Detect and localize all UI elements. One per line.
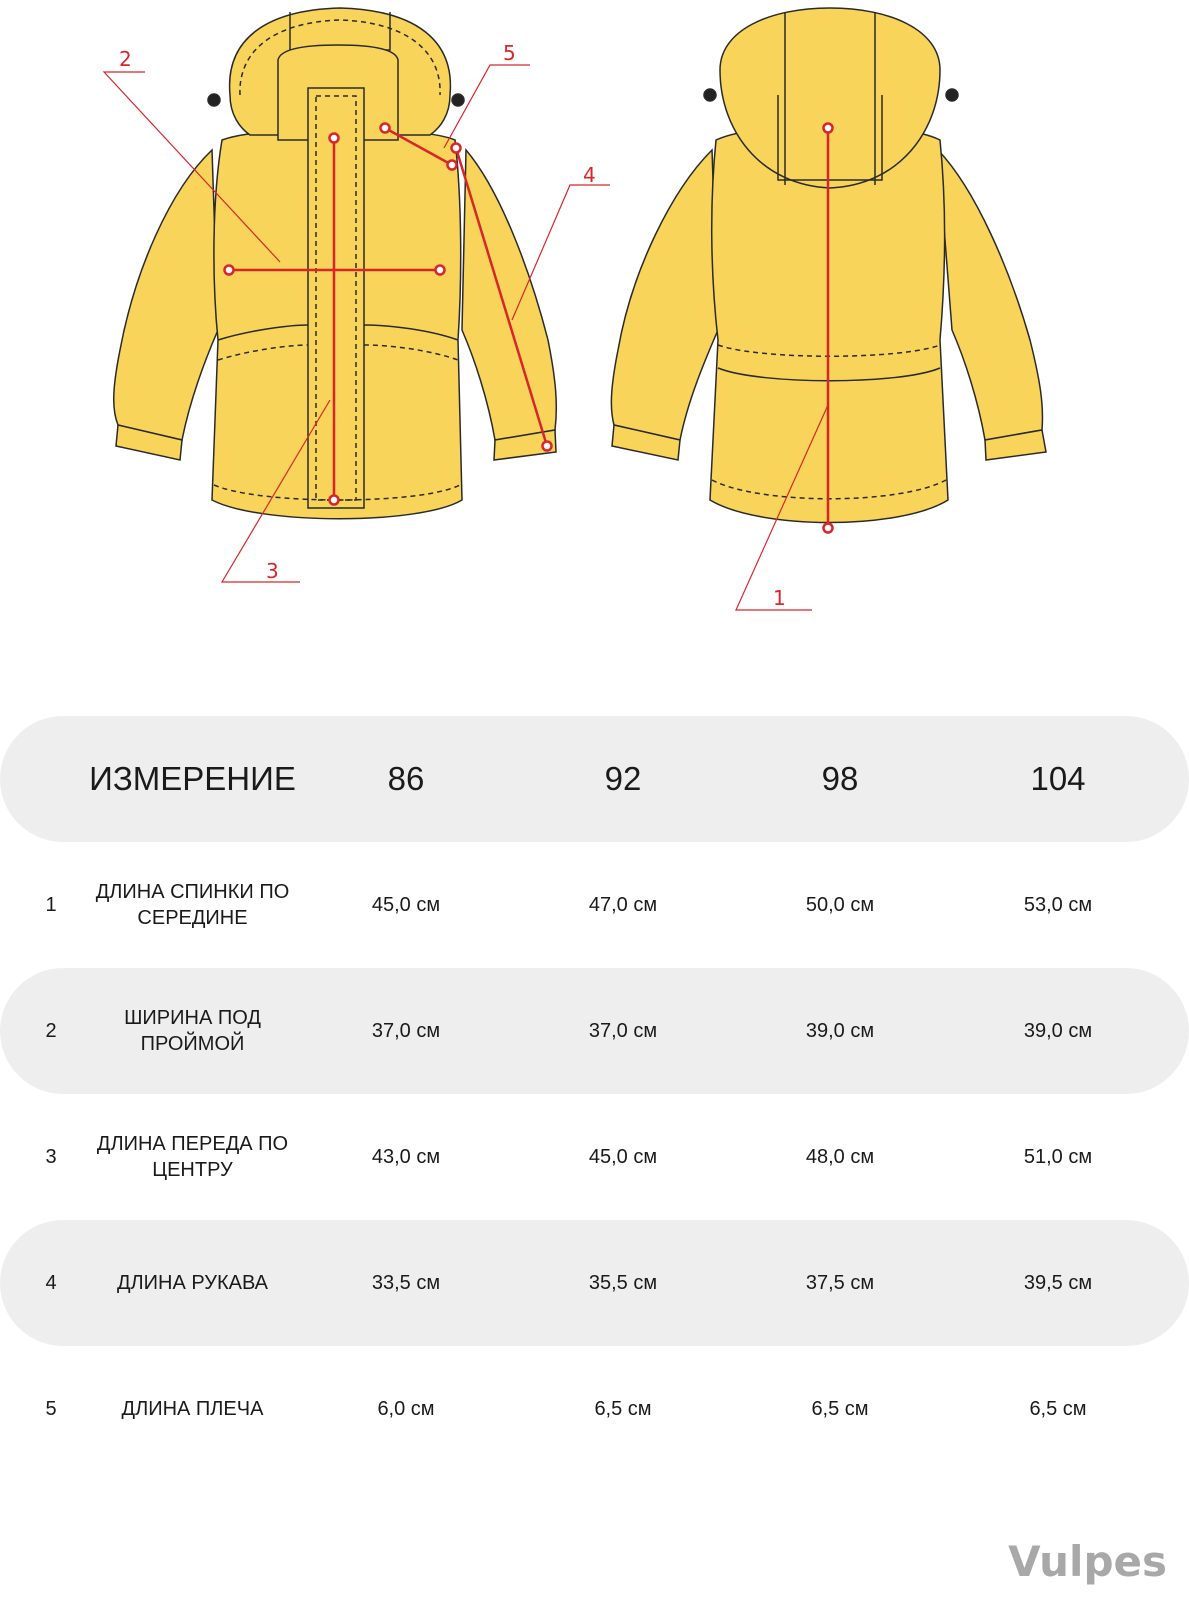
row-value: 6,5 см <box>594 1397 652 1420</box>
measure-label-3: 3 <box>266 559 279 583</box>
row-value: 51,0 см <box>1023 1145 1093 1168</box>
brand-logo: Vulpes <box>1008 1537 1167 1586</box>
measure-label-1: 1 <box>773 586 786 610</box>
row-value: 47,0 см <box>588 893 658 916</box>
row-value: 37,5 см <box>805 1271 875 1294</box>
row-name: ДЛИНА ПЕРЕДА ПО ЦЕНТРУ <box>96 1133 289 1181</box>
table-row <box>0 1220 1189 1346</box>
row-value: 50,0 см <box>805 893 875 916</box>
row-value: 39,5 см <box>1023 1271 1093 1294</box>
row-number: 2 <box>45 1019 57 1042</box>
header-size: 86 <box>387 760 425 797</box>
row-value: 35,5 см <box>588 1271 658 1294</box>
row-name: ДЛИНА РУКАВА <box>117 1272 268 1294</box>
table-row <box>0 842 1189 968</box>
row-number: 1 <box>45 893 57 916</box>
table-row <box>0 968 1189 1094</box>
row-value: 53,0 см <box>1023 893 1093 916</box>
row-value: 37,0 см <box>371 1019 441 1042</box>
row-name: ДЛИНА ПЛЕЧА <box>121 1398 264 1420</box>
row-value: 43,0 см <box>371 1145 441 1168</box>
jacket-illustration <box>0 0 1189 660</box>
measure-label-2: 2 <box>119 47 132 71</box>
header-size: 104 <box>1030 760 1086 797</box>
row-value: 48,0 см <box>805 1145 875 1168</box>
row-value: 6,5 см <box>1029 1397 1087 1420</box>
row-value: 37,0 см <box>588 1019 658 1042</box>
table-row <box>0 1094 1189 1220</box>
row-value: 45,0 см <box>371 893 441 916</box>
row-value: 6,0 см <box>377 1397 435 1420</box>
header-size: 98 <box>821 760 859 797</box>
row-number: 3 <box>45 1145 57 1168</box>
measure-label-5: 5 <box>503 41 516 65</box>
table-row <box>0 1346 1189 1472</box>
row-value: 45,0 см <box>588 1145 658 1168</box>
row-name: ДЛИНА СПИНКИ ПО СЕРЕДИНЕ <box>95 881 290 929</box>
row-value: 39,0 см <box>1023 1019 1093 1042</box>
row-name: ШИРИНА ПОД ПРОЙМОЙ <box>124 1007 261 1055</box>
table-header-row <box>0 716 1189 842</box>
row-number: 4 <box>45 1271 57 1294</box>
row-value: 33,5 см <box>371 1271 441 1294</box>
row-value: 39,0 см <box>805 1019 875 1042</box>
header-size: 92 <box>604 760 642 797</box>
row-number: 5 <box>45 1397 57 1420</box>
row-value: 6,5 см <box>811 1397 869 1420</box>
header-measurement: ИЗМЕРЕНИЕ <box>89 760 296 797</box>
measure-label-4: 4 <box>583 163 596 187</box>
